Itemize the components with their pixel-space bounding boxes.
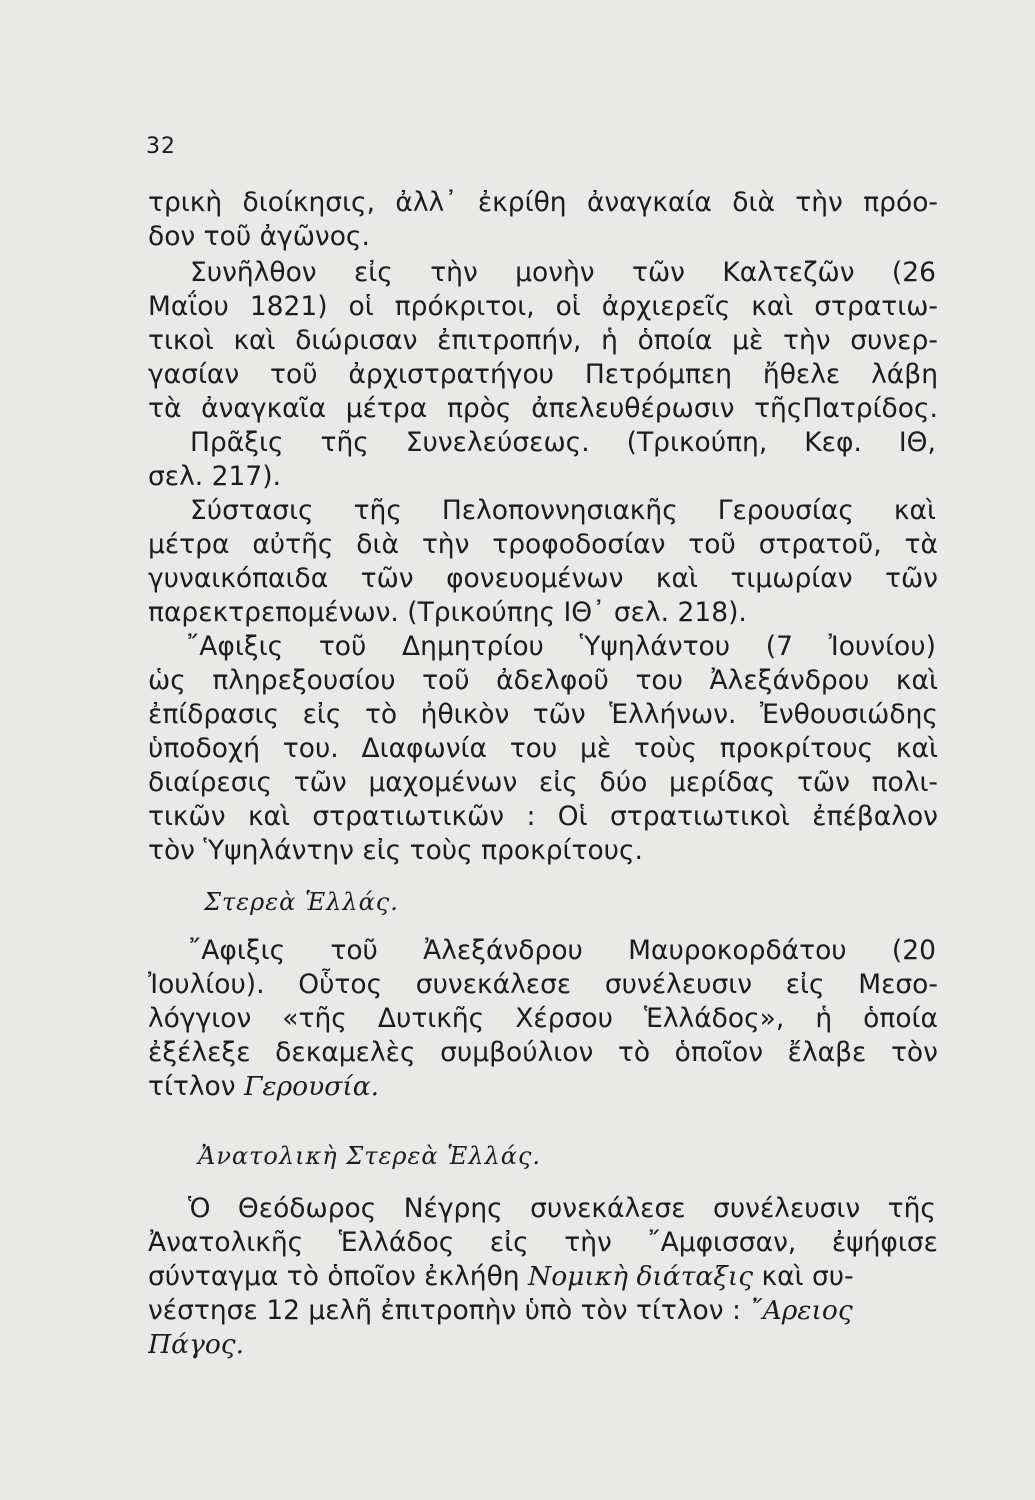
word: Συνελεύσεως. xyxy=(405,427,590,458)
text-line xyxy=(148,186,938,220)
word: Ὁ xyxy=(188,1193,211,1224)
word: μερίδας xyxy=(669,767,776,798)
word: τῶν xyxy=(632,257,685,288)
word: Καλτεζῶν xyxy=(722,257,855,288)
word: καὶ xyxy=(233,325,276,356)
word: καὶ xyxy=(895,733,938,764)
word: ἐπέβαλον xyxy=(812,801,938,832)
text-line xyxy=(148,392,938,426)
word: τὴν xyxy=(564,1227,612,1258)
word: τροφοδοσίαν xyxy=(492,529,666,560)
text-line xyxy=(190,426,936,460)
word: Μεσο- xyxy=(858,969,938,1000)
word: ὑποδοχή xyxy=(148,733,261,764)
text-line xyxy=(186,630,936,664)
word: τῆς xyxy=(320,427,369,458)
word: δύο xyxy=(599,767,648,798)
word: Ἀλεξάνδρου xyxy=(709,665,870,696)
word: οἱ xyxy=(348,291,374,322)
text-line xyxy=(148,1328,938,1362)
word: συνέλευσιν xyxy=(604,969,753,1000)
word: καὶ xyxy=(655,563,698,594)
text-line xyxy=(148,1002,938,1036)
word: τῆς xyxy=(353,495,402,526)
text-line xyxy=(148,358,938,392)
word: Μαΐου xyxy=(148,291,229,322)
word: τοὺς xyxy=(633,733,697,764)
word: ὁποῖον xyxy=(674,1037,764,1068)
word: τιμωρίαν xyxy=(730,563,853,594)
word: εἰς xyxy=(538,767,578,798)
word: λάβη xyxy=(871,359,938,390)
text-line xyxy=(148,664,938,698)
word: εἰς xyxy=(785,969,825,1000)
word: Ἰουνίου) xyxy=(828,631,936,662)
word: Θεόδωρος xyxy=(237,1193,377,1224)
text-fragment: καὶ συ- xyxy=(753,1261,854,1292)
word: Πρᾶξις xyxy=(190,427,284,458)
word: διαίρεσις xyxy=(148,767,273,798)
text-line xyxy=(148,1226,938,1260)
text-line xyxy=(188,934,936,968)
word: Ὑψηλάντου xyxy=(579,631,731,662)
word: Διαφωνία xyxy=(361,733,487,764)
word: Χέρσου xyxy=(515,1003,613,1034)
italic-term: ῎Αρειος xyxy=(749,1295,853,1326)
text-line xyxy=(148,1260,938,1294)
word: μὲ xyxy=(732,325,764,356)
italic-term: Γερουσία. xyxy=(244,1071,380,1102)
text-line xyxy=(148,698,938,732)
word: γασίαν xyxy=(148,359,240,390)
word: τῶν xyxy=(796,767,850,798)
word: ῎Αφιξις xyxy=(186,631,284,662)
word: ἐπίδρασις xyxy=(148,699,280,730)
word: ἔλαβε xyxy=(787,1037,867,1068)
word: ῎Αφιξις xyxy=(188,935,286,966)
word: τικῶν xyxy=(148,801,226,832)
word: τῆς xyxy=(887,1193,936,1224)
word: τῶν xyxy=(360,563,414,594)
word: συνεκάλεσε xyxy=(530,1193,686,1224)
word: Ἑλλήνων. xyxy=(609,699,737,730)
word: ἀλλ᾽ xyxy=(395,187,458,218)
text-line: παρεκτρεπομένων. (Τρικούπης ΙΘ᾽ σελ. 218). xyxy=(148,597,747,628)
word: τοῦ xyxy=(318,631,367,662)
italic-term: Νομικὴ διάταξις xyxy=(528,1261,754,1292)
word: διὰ xyxy=(356,529,399,560)
word: Σύστασις xyxy=(190,495,314,526)
word: ἀπελευθέρωσιν xyxy=(531,393,735,424)
word: τὰ xyxy=(904,529,938,560)
word: φονευομένων xyxy=(446,563,624,594)
word: οἱ xyxy=(555,291,581,322)
word: τὴν xyxy=(430,257,478,288)
word: Δυτικῆς xyxy=(377,1003,485,1034)
word: συμβούλιον xyxy=(440,1037,594,1068)
text-line xyxy=(190,256,936,290)
word: δεκαμελὲς xyxy=(275,1037,416,1068)
word: τῶν xyxy=(293,767,347,798)
word: πολι- xyxy=(871,767,938,798)
word: του xyxy=(509,733,558,764)
word: του. xyxy=(282,733,339,764)
word: 1821) xyxy=(249,291,328,322)
word: διοίκησις, xyxy=(242,187,376,218)
text-line xyxy=(148,732,938,766)
word: εἰς xyxy=(302,699,342,730)
word: τὰ xyxy=(148,393,182,424)
word: ἀδελφοῦ xyxy=(496,665,609,696)
word: τοῦ xyxy=(270,359,318,390)
word: ἀναγκαία xyxy=(586,187,712,218)
text-line xyxy=(148,766,938,800)
text-line xyxy=(148,562,938,596)
word: συνερ- xyxy=(850,325,938,356)
word: στρατοῦ, xyxy=(758,529,882,560)
word: ΙΘ, xyxy=(898,427,936,458)
word: συνεκάλεσε xyxy=(415,969,572,1000)
word: (7 xyxy=(765,631,793,662)
text-line xyxy=(190,494,936,528)
word: εἰς xyxy=(489,1227,529,1258)
word: Δημητρίου xyxy=(402,631,544,662)
text-line xyxy=(148,968,938,1002)
word: τικοὶ xyxy=(148,325,214,356)
word: εἰς xyxy=(353,257,393,288)
word: τὸν xyxy=(890,1037,938,1068)
text-line: τὸν Ὑψηλάντην εἰς τοὺς προκρίτους. xyxy=(148,835,643,866)
word: Ἰουλίου). xyxy=(148,969,265,1000)
word: τρικὴ xyxy=(148,187,223,218)
text-line: σελ. 217). xyxy=(148,461,281,492)
word: Ἀνατολικῆς xyxy=(148,1227,304,1258)
word: τὴν xyxy=(421,529,470,560)
word: (26 xyxy=(891,257,936,288)
word: τοῦ xyxy=(688,529,736,560)
text-line xyxy=(148,1070,938,1104)
word: τῶν xyxy=(885,563,938,594)
word: τοῦ xyxy=(330,935,378,966)
word: πρόο- xyxy=(863,187,938,218)
word: καὶ xyxy=(751,291,794,322)
word: ἡ xyxy=(601,325,618,356)
text-line xyxy=(188,1192,936,1226)
word: : xyxy=(526,801,536,832)
word: Ἀλεξάνδρου xyxy=(423,935,583,966)
word: Πελοποννησιακῆς xyxy=(441,495,678,526)
word: γυναικόπαιδα xyxy=(148,563,329,594)
word: ἐκρίθη xyxy=(477,187,567,218)
word: τῶν xyxy=(532,699,586,730)
word: πρὸς xyxy=(446,393,512,424)
word: Συνῆλθον xyxy=(190,257,317,288)
word: ὁποία xyxy=(637,325,713,356)
word: τὸ xyxy=(617,1037,651,1068)
word: ἡ xyxy=(815,1003,833,1034)
word: συνέλευσιν xyxy=(713,1193,861,1224)
word: Ἑλλάδος xyxy=(338,1227,455,1258)
word: Γερουσίας xyxy=(717,495,854,526)
word: (Τρικούπη, xyxy=(626,427,768,458)
word: Κεφ. xyxy=(804,427,862,458)
word: Νέγρης xyxy=(403,1193,503,1224)
word: τὸ xyxy=(364,699,398,730)
word: ἀρχιστρατήγου xyxy=(348,359,555,390)
word: του xyxy=(635,665,683,696)
word: ἠθικὸν xyxy=(420,699,510,730)
word: ἀρχιερεῖς xyxy=(601,291,731,322)
text-line xyxy=(148,800,938,834)
word: τὴν xyxy=(782,325,831,356)
text-line xyxy=(148,528,938,562)
word: διώρισαν xyxy=(295,325,418,356)
word: ἐξέλεξε xyxy=(148,1037,251,1068)
word: προκρίτους xyxy=(719,733,874,764)
word: τῆςΠατρίδος. xyxy=(754,393,938,424)
text-line: δον τοῦ ἀγῶνος. xyxy=(148,221,370,252)
text-line xyxy=(148,1294,938,1328)
section-heading-sterea: Στερεὰ Ἑλλάς. xyxy=(204,888,399,916)
word: Ἑλλάδος», xyxy=(643,1003,785,1034)
word: μαχομένων xyxy=(368,767,518,798)
text-fragment: σύνταγμα τὸ ὁποῖον ἐκλήθη xyxy=(148,1261,529,1292)
text-line xyxy=(148,324,938,358)
text-line xyxy=(148,1036,938,1070)
word: στρατιωτικοὶ xyxy=(610,801,790,832)
word: στρατιωτικῶν xyxy=(312,801,505,832)
word: τὴν xyxy=(795,187,843,218)
page-number: 32 xyxy=(146,134,176,159)
word: μέτρα xyxy=(148,529,230,560)
word: καὶ xyxy=(895,665,938,696)
word: ὡς xyxy=(148,665,186,696)
word: ἤθελε xyxy=(762,359,841,390)
word: μέτρα xyxy=(345,393,428,424)
word: ἀναγκαῖα xyxy=(201,393,327,424)
word: ἐπιτροπήν, xyxy=(437,325,582,356)
word: διὰ xyxy=(732,187,775,218)
word: στρατιω- xyxy=(814,291,938,322)
section-heading-anatoliki: Ἀνατολικὴ Στερεὰ Ἑλλάς. xyxy=(198,1142,542,1170)
text-fragment: νέστησε 12 μελῆ ἐπιτροπὴν ὑπὸ τὸν τίτλον : xyxy=(148,1295,750,1326)
word: «τῆς xyxy=(282,1003,347,1034)
italic-term: Πάγος. xyxy=(148,1329,245,1360)
word: τοῦ xyxy=(422,665,470,696)
word: λόγγιον xyxy=(148,1003,252,1034)
word: Πετρόμπεη xyxy=(584,359,733,390)
word: μονὴν xyxy=(515,257,595,288)
word: ἐψήφισε xyxy=(831,1227,938,1258)
word: μὲ xyxy=(579,733,612,764)
word: πρόκριτοι, xyxy=(394,291,535,322)
word: Οὗτος xyxy=(298,969,383,1000)
word: Μαυροκορδάτου xyxy=(628,935,847,966)
text-fragment: τίτλον xyxy=(148,1071,244,1102)
word: Ἐνθουσιώδης xyxy=(760,699,938,730)
word: πληρεξουσίου xyxy=(212,665,396,696)
text-line xyxy=(148,290,938,324)
word: καὶ xyxy=(247,801,290,832)
word: (20 xyxy=(891,935,936,966)
word: ὁποία xyxy=(863,1003,938,1034)
word: καὶ xyxy=(893,495,936,526)
word: ῎Αμφισσαν, xyxy=(647,1227,797,1258)
word: Οἱ xyxy=(557,801,588,832)
word: αὐτῆς xyxy=(252,529,334,560)
